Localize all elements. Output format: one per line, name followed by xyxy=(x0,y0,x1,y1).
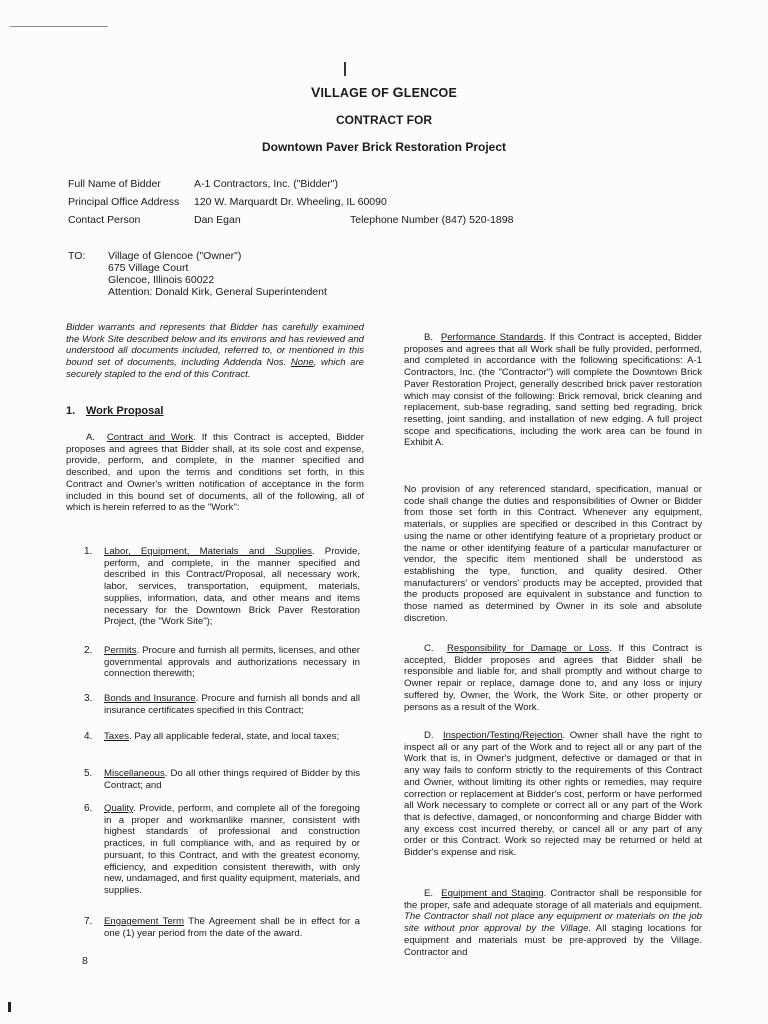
list-item: Engagement Term The Agreement shall be in effect for a one (1) year period from the date of the award. xyxy=(104,916,360,939)
contract-and-work-paragraph: A. Contract and Work. If this Contract is accepted, Bidder proposes and agrees that Bidder shall, at its sole cost and expense, provide, perform, and complete, in the manner specified and described, and upon the terms and conditions set forth, in this Contract and Owner's written notification of acceptance in the form included in this bound set of documents, all of the following, all of which is herein referred to as the "Work": xyxy=(66,432,364,514)
scan-artifact-dot xyxy=(8,1002,11,1012)
item-number: 7. xyxy=(84,916,93,927)
list-item: Bonds and Insurance. Procure and furnish all bonds and all insurance certificates specified in this Contract; xyxy=(104,693,360,716)
item-number: 3. xyxy=(84,693,93,704)
list-item: Labor, Equipment, Materials and Supplies. Provide, perform, and complete, in the manner specified and described in this Contract/Proposal, all necessary work, labor, services, transportation, equipment, materials, supplies, information, data, and other means and items necessary for the Downtown Brick Paver Restoration Project, (the "Work Site"); xyxy=(104,546,361,628)
addressee-line: Village of Glencoe ("Owner") xyxy=(108,250,242,262)
equipment-staging-paragraph: E. Equipment and Staging. Contractor shall be responsible for the proper, safe and adequate storage of all materials and equipment. The Contractor shall not place any equipment or materials on the job site without prior approval by the Village. All staging locations for equipment and materials must be pre-approved by the Village. Contractor and xyxy=(404,888,702,958)
item-number: 5. xyxy=(84,768,93,779)
section-title: Work Proposal xyxy=(86,405,164,417)
damage-or-loss-paragraph: C. Responsibility for Damage or Loss. If this Contract is accepted, Bidder proposes and agrees that Bidder shall be responsible and liable for, and shall promptly and without charge to Owner repair or replace, damage done to, and any loss or injury suffered by, Owner, the Work, the Work Site, or other property or persons as a result of the Work. xyxy=(404,643,702,713)
scan-artifact-line xyxy=(10,26,108,27)
provision-paragraph: No provision of any referenced standard, specification, manual or code shall change the duties and responsibilities of Owner or Bidder from those set forth in this Contract. Whenever any equipment, materials, or supplies are specified or described in this Contract by using the name or other identifying feature of a proprietary product or the name or other identifying feature of a particular manufacturer or vendor, the specific item mentioned shall be understood as establishing the type, function, and quality desired. Other manufacturers' or vendors' products may be accepted, provided that the products proposed are equivalent in substance and function to those named as determined by Owner in its sole and absolute discretion. xyxy=(404,484,702,624)
contact-person-label: Contact Person xyxy=(68,214,141,226)
contract-for-heading: CONTRACT FOR xyxy=(336,113,432,127)
scan-artifact-mark xyxy=(344,62,346,76)
addressee-line: 675 Village Court xyxy=(108,262,189,274)
list-item: Miscellaneous. Do all other things required of Bidder by this Contract; and xyxy=(104,768,360,791)
to-label: TO: xyxy=(68,250,86,262)
bidder-warranty-paragraph: Bidder warrants and represents that Bidder has carefully examined the Work Site described below and its environs and has reviewed and understood all documents included, referred to, or mentioned in this bound set of documents, including Addenda Nos. None, which are securely stapled to the end of this Contract. xyxy=(66,322,364,380)
list-item: Taxes. Pay all applicable federal, state, and local taxes; xyxy=(104,731,340,742)
addressee-line: Attention: Donald Kirk, General Superintendent xyxy=(108,286,327,298)
inspection-testing-paragraph: D. Inspection/Testing/Rejection. Owner shall have the right to inspect all or any part of the Work and to reject all or any part of the Work that is, in Owner's judgment, defective or damaged or that in any way fails to conform strictly to the requirements of this Contract and Owner, without limiting its other rights or remedies, may require correction or replacement at Bidder's cost, perform or have performed all Work necessary to complete or correct all or any part of the Work that is defective, damaged, or nonconforming and charge Bidder with any excess cost incurred thereby, or cancel all or any part of any order or this Contract. Work so rejected may be returned or held at Bidder's expense and risk. xyxy=(404,730,702,859)
performance-standards-paragraph: B. Performance Standards. If this Contract is accepted, Bidder proposes and agrees that all Work shall be fully provided, performed, and completed in accordance with the following specifications: A-1 Contractors, Inc. (the "Contractor") will complete the Downtown Brick Paver Restoration Project, generally described brick paver restoration which may consist of the following: Brick removal, brick cleaning and replacement, sub-base regrading, sand setting bed regrading, brick resetting, joint sanding, and installation of new edging. A full project scope and specifications, including the work area can be found in Exhibit A. xyxy=(404,332,702,449)
section-number: 1. xyxy=(66,405,76,417)
item-number: 1. xyxy=(84,546,93,557)
list-item: Permits. Procure and furnish all permits, licenses, and other governmental approvals and authorizations necessary in connection therewith; xyxy=(104,645,360,680)
project-title: Downtown Paver Brick Restoration Project xyxy=(261,140,507,154)
office-address-value: 120 W. Marquardt Dr. Wheeling, IL 60090 xyxy=(194,196,387,208)
item-number: 2. xyxy=(84,645,93,656)
office-address-label: Principal Office Address xyxy=(68,196,180,208)
bidder-name-value: A-1 Contractors, Inc. ("Bidder") xyxy=(194,178,339,190)
telephone-number: Telephone Number (847) 520-1898 xyxy=(350,214,514,226)
item-number: 4. xyxy=(84,731,93,742)
item-number: 6. xyxy=(84,803,93,814)
addressee-block xyxy=(108,250,327,298)
addressee-line: Glencoe, Illinois 60022 xyxy=(108,274,215,286)
document-title: VILLAGE OF GLENCOE xyxy=(310,84,458,100)
list-item: Quality. Provide, perform, and complete all of the foregoing in a proper and workmanlike manner, consistent with highest standards of professional and construction practices, in full compliance with, and as required by or pursuant, to this Contract, and with the greatest economy, efficiency, and expedition consistent therewith, with only new, undamaged, and first quality equipment, materials, and supplies. xyxy=(104,803,360,896)
page-number: 8 xyxy=(82,955,88,967)
contact-person-value: Dan Egan xyxy=(194,214,241,226)
bidder-name-label: Full Name of Bidder xyxy=(68,178,161,190)
